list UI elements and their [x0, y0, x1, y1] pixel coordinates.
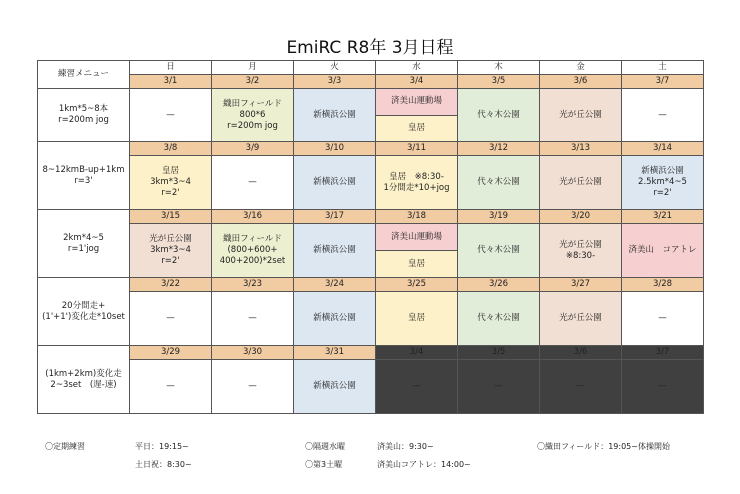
- cell-line: 新横浜公園: [313, 245, 356, 255]
- schedule-cell: [130, 292, 212, 346]
- weekday-6: 土: [622, 61, 704, 75]
- date-cell: 3/4: [376, 346, 458, 360]
- date-cell: 3/8: [130, 142, 212, 156]
- oda-field-note: 〇織田フィールド：19:05~体操開始: [537, 442, 670, 451]
- weekday-5: 金: [540, 61, 622, 75]
- content-row: [38, 156, 704, 210]
- schedule-cell: [622, 156, 704, 210]
- date-cell: 3/20: [540, 210, 622, 224]
- cell-line: 3km*3~4: [150, 177, 191, 187]
- cell-line: —: [166, 313, 175, 323]
- schedule-cell: [376, 292, 458, 346]
- page-title: EmiRC R8年 3月日程: [286, 38, 454, 58]
- cell-line: —: [248, 381, 257, 391]
- schedule-cell: [212, 89, 294, 142]
- date-cell: 3/27: [540, 278, 622, 292]
- menu-cell: [38, 278, 130, 346]
- schedule-cell: [622, 292, 704, 346]
- third-saturday-label: 〇第3土曜: [305, 460, 343, 469]
- cell-line: —: [248, 313, 257, 323]
- menu-line: 1km*5~8本: [58, 104, 109, 114]
- schedule-cell: [212, 292, 294, 346]
- menu-cell: [38, 210, 130, 278]
- menu-line: 20分間走+: [61, 300, 106, 311]
- weekday-4: 木: [458, 61, 540, 75]
- cell-line: 新横浜公園: [313, 109, 356, 120]
- schedule-cell: [294, 89, 376, 142]
- content-row: [38, 360, 704, 414]
- date-row: [38, 278, 704, 292]
- weekday-header-row: [38, 61, 704, 75]
- venue-bottom: 皇居: [376, 251, 457, 277]
- menu-line: r=1'jog: [67, 243, 100, 254]
- regular-practice-label: 〇定期練習: [45, 442, 85, 451]
- date-cell: 3/21: [622, 210, 704, 224]
- menu-line: (1'+1')変化走*10set: [42, 311, 125, 322]
- schedule-cell: [130, 156, 212, 210]
- cell-line: 光が丘公園: [559, 109, 602, 120]
- menu-cell: [38, 346, 130, 414]
- cell-line: 代々木公園: [477, 177, 520, 187]
- date-cell: 3/9: [212, 142, 294, 156]
- menu-line: r=3': [74, 175, 93, 186]
- cell-line: —: [248, 177, 257, 187]
- schedule-cell: [376, 360, 458, 414]
- date-cell: 3/15: [130, 210, 212, 224]
- venue-bottom: 皇居: [376, 116, 457, 142]
- date-cell: 3/12: [458, 142, 540, 156]
- date-cell: 3/5: [458, 75, 540, 89]
- cell-line: 光が丘公園: [559, 177, 602, 187]
- schedule-cell: [294, 156, 376, 210]
- date-cell: 3/13: [540, 142, 622, 156]
- schedule-cell: [130, 224, 212, 278]
- date-cell: 3/1: [130, 75, 212, 89]
- schedule-cell: [540, 292, 622, 346]
- cell-line: ※8:30-: [565, 250, 596, 261]
- cell-line: 皇居 ※8:30-: [389, 171, 444, 182]
- cell-line: 新横浜公園: [313, 381, 356, 391]
- cell-line: —: [166, 381, 175, 391]
- split-cell: [376, 89, 457, 141]
- date-cell: 3/7: [622, 75, 704, 89]
- cell-line: r=2': [161, 188, 180, 198]
- cell-line: —: [576, 381, 585, 391]
- cell-line: 代々木公園: [477, 109, 520, 120]
- date-cell: 3/16: [212, 210, 294, 224]
- content-row: [38, 89, 704, 142]
- menu-header: 練習メニュー: [38, 61, 130, 89]
- cell-line: 1分間走*10+jog: [383, 182, 450, 193]
- date-cell: 3/22: [130, 278, 212, 292]
- venue-top: 済美山運動場: [376, 89, 457, 116]
- schedule-cell: [540, 360, 622, 414]
- date-cell: 3/25: [376, 278, 458, 292]
- date-cell: 3/5: [458, 346, 540, 360]
- cell-line: 3km*3~4: [150, 245, 191, 255]
- cell-line: —: [658, 109, 667, 120]
- content-row: [38, 292, 704, 346]
- date-row: [38, 142, 704, 156]
- date-cell: 3/6: [540, 346, 622, 360]
- date-cell: 3/26: [458, 278, 540, 292]
- date-cell: 3/23: [212, 278, 294, 292]
- menu-line: (1km+2km)変化走: [45, 368, 122, 379]
- schedule-cell: [376, 156, 458, 210]
- cell-line: 新横浜公園: [313, 177, 356, 187]
- content-row: [38, 224, 704, 278]
- date-cell: 3/10: [294, 142, 376, 156]
- schedule-cell: [458, 224, 540, 278]
- schedule-cell: [458, 89, 540, 142]
- date-cell: 3/24: [294, 278, 376, 292]
- schedule-cell: [294, 224, 376, 278]
- cell-line: 光が丘公園: [559, 313, 602, 323]
- date-cell: 3/19: [458, 210, 540, 224]
- cell-line: 代々木公園: [477, 313, 520, 323]
- cell-line: —: [166, 109, 175, 120]
- schedule-cell: [458, 156, 540, 210]
- date-cell: 3/3: [294, 75, 376, 89]
- schedule-cell: [622, 360, 704, 414]
- cell-line: 織田フィールド: [223, 234, 282, 244]
- schedule-cell: [622, 89, 704, 142]
- date-cell: 3/11: [376, 142, 458, 156]
- schedule-cell: [130, 89, 212, 142]
- schedule-cell: [130, 360, 212, 414]
- date-cell: 3/18: [376, 210, 458, 224]
- weekday-time: 平日：19:15~: [135, 442, 189, 451]
- third-saturday-time: 済美山コアトレ：14:00~: [377, 460, 471, 469]
- cell-line: 済美山 コアトレ: [628, 245, 697, 255]
- weekday-3: 水: [376, 61, 458, 75]
- date-cell: 3/7: [622, 346, 704, 360]
- schedule-cell: [458, 360, 540, 414]
- date-row: [38, 210, 704, 224]
- date-row: [38, 346, 704, 360]
- menu-cell: [38, 142, 130, 210]
- cell-line: 皇居: [407, 313, 425, 323]
- cell-line: 光が丘公園: [559, 239, 602, 250]
- cell-line: r=2': [653, 188, 672, 198]
- schedule-cell: [212, 156, 294, 210]
- cell-line: 代々木公園: [477, 245, 520, 255]
- schedule-cell: [540, 224, 622, 278]
- cell-line: 光が丘公園: [149, 234, 192, 244]
- cell-line: —: [494, 381, 503, 391]
- date-cell: 3/6: [540, 75, 622, 89]
- schedule-cell: [212, 224, 294, 278]
- alternate-wednesday-time: 済美山：9:30~: [377, 442, 434, 451]
- date-cell: 3/14: [622, 142, 704, 156]
- alternate-wednesday-label: 〇隔週水曜: [305, 442, 345, 451]
- cell-line: —: [412, 381, 421, 391]
- schedule-cell: [458, 292, 540, 346]
- cell-line: 新横浜公園: [313, 313, 356, 323]
- schedule-cell: [294, 360, 376, 414]
- schedule-table: [37, 60, 704, 414]
- date-cell: 3/29: [130, 346, 212, 360]
- date-cell: 3/17: [294, 210, 376, 224]
- cell-line: —: [658, 381, 667, 391]
- menu-line: 8~12kmB-up+1km: [42, 164, 125, 175]
- split-cell: [376, 224, 457, 277]
- schedule-cell: [376, 224, 458, 278]
- cell-line: 800*6: [239, 109, 266, 120]
- schedule-cell: [540, 89, 622, 142]
- date-cell: 3/28: [622, 278, 704, 292]
- date-cell: 3/2: [212, 75, 294, 89]
- menu-line: 2km*4~5: [63, 232, 104, 243]
- cell-line: r=2': [161, 256, 180, 266]
- menu-line: r=200m jog: [58, 115, 109, 125]
- weekday-1: 月: [212, 61, 294, 75]
- weekend-time: 土日祝：8:30~: [135, 460, 192, 469]
- cell-line: —: [658, 313, 667, 323]
- menu-cell: [38, 89, 130, 142]
- cell-line: 皇居: [161, 166, 179, 176]
- date-cell: 3/31: [294, 346, 376, 360]
- schedule-cell: [540, 156, 622, 210]
- cell-line: 2.5km*4~5: [638, 177, 687, 187]
- cell-line: 織田フィールド: [223, 98, 282, 109]
- date-row: [38, 75, 704, 89]
- venue-top: 済美山運動場: [376, 224, 457, 251]
- cell-line: 新横浜公園: [641, 166, 684, 176]
- cell-line: (800+600+: [227, 245, 278, 255]
- schedule-cell: [212, 360, 294, 414]
- cell-line: r=200m jog: [227, 120, 278, 131]
- schedule-cell: [622, 224, 704, 278]
- weekday-2: 火: [294, 61, 376, 75]
- schedule-cell: [376, 89, 458, 142]
- date-cell: 3/4: [376, 75, 458, 89]
- cell-line: 400+200)*2set: [219, 256, 286, 266]
- date-cell: 3/30: [212, 346, 294, 360]
- weekday-0: 日: [130, 61, 212, 75]
- menu-line: 2~3set (遅-速): [50, 379, 117, 390]
- schedule-cell: [294, 292, 376, 346]
